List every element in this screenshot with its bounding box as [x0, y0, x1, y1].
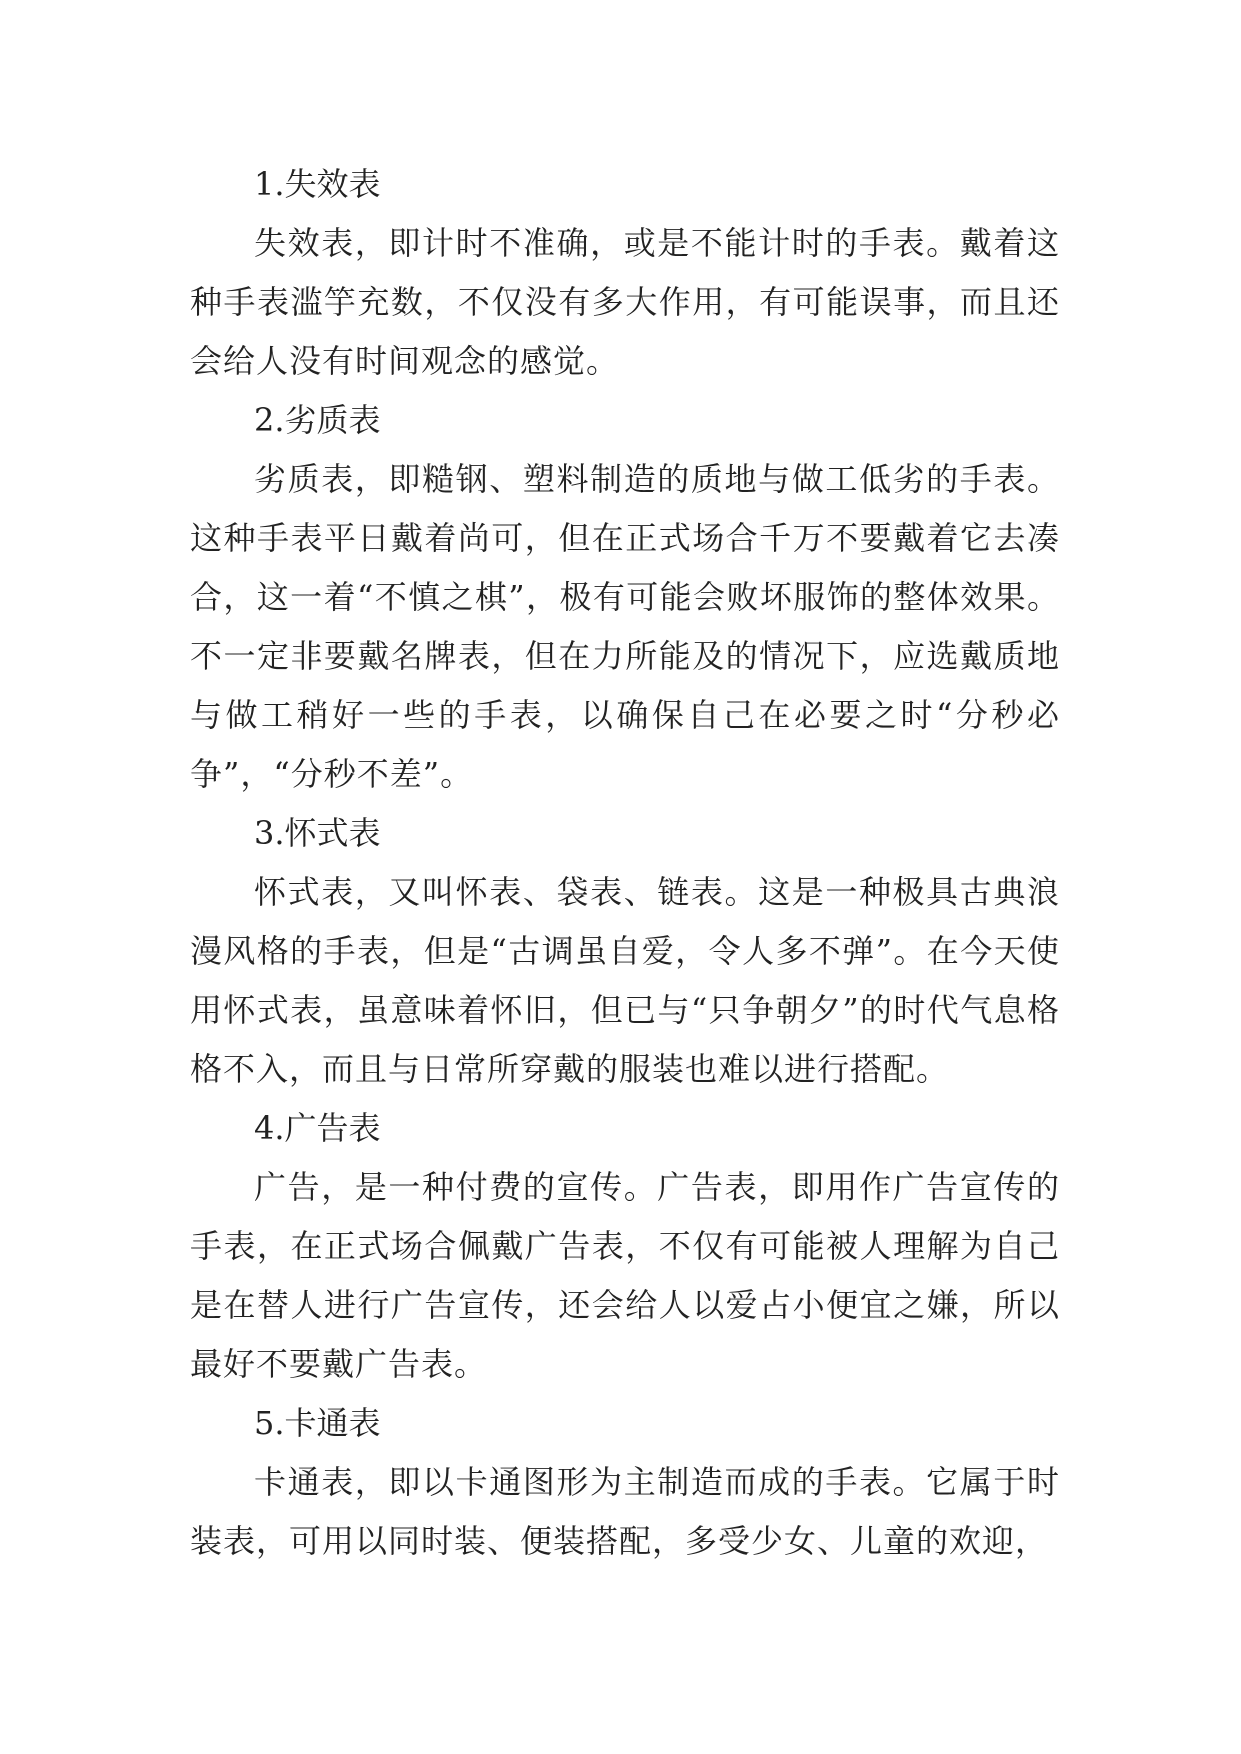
document-page	[190, 155, 1060, 1571]
section-heading-4: 4.广告表	[254, 1109, 381, 1147]
section-paragraph-2: 劣质表，即糙钢、塑料制造的质地与做工低劣的手表。这种手表平日戴着尚可，但在正式场合千万不要戴着它去凑合，这一着“不慎之棋”，极有可能会败坏服饰的整体效果。不一定非要戴名牌表，但在力所能及的情况下，应选戴质地与做工稍好一些的手表，以确保自己在必要之时“分秒必争”，“分秒不差”。	[190, 460, 1060, 793]
section-heading-5: 5.卡通表	[254, 1404, 381, 1442]
section-paragraph-4: 广告，是一种付费的宣传。广告表，即用作广告宣传的手表，在正式场合佩戴广告表，不仅有可能被人理解为自己是在替人进行广告宣传，还会给人以爱占小便宜之嫌，所以最好不要戴广告表。	[190, 1168, 1060, 1383]
section-paragraph-5: 卡通表，即以卡通图形为主制造而成的手表。它属于时装表，可用以同时装、便装搭配，多受少女、儿童的欢迎，	[190, 1463, 1060, 1560]
section-heading-2: 2.劣质表	[254, 401, 381, 439]
section-heading-1: 1.失效表	[254, 165, 381, 203]
section-paragraph-1: 失效表，即计时不准确，或是不能计时的手表。戴着这种手表滥竽充数，不仅没有多大作用，有可能误事，而且还会给人没有时间观念的感觉。	[190, 224, 1060, 380]
section-heading-3: 3.怀式表	[254, 814, 381, 852]
section-paragraph-3: 怀式表，又叫怀表、袋表、链表。这是一种极具古典浪漫风格的手表，但是“古调虽自爱，令人多不弹”。在今天使用怀式表，虽意味着怀旧，但已与“只争朝夕”的时代气息格格不入，而且与日常所穿戴的服装也难以进行搭配。	[190, 873, 1060, 1088]
